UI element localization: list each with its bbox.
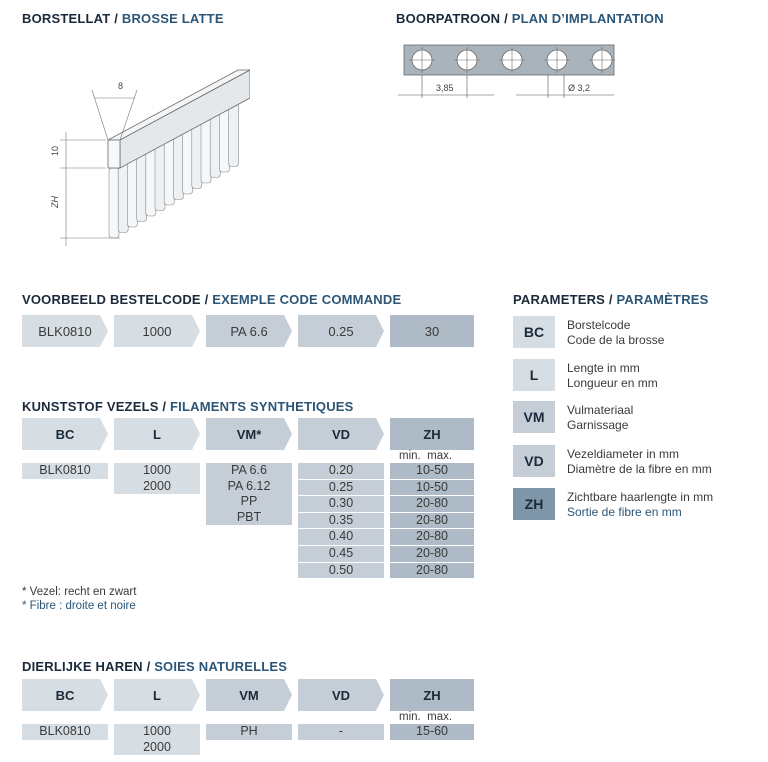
synthetic-minmax: min. max. [399, 450, 453, 462]
natural-header-cell [390, 679, 474, 711]
parameter-nl: Borstelcode [567, 318, 631, 332]
example-cell-label: 1000 [142, 323, 172, 339]
example-cell [390, 315, 474, 347]
synthetic-header-cell-label: VM* [236, 426, 262, 442]
bristle [229, 103, 239, 167]
brush-dim-width: 8 [118, 81, 124, 91]
example-title-sep: / [204, 292, 209, 307]
bristle [127, 158, 137, 227]
parameters-title-nl: PARAMETERS [513, 292, 606, 307]
synthetic-header-cell-label: ZH [423, 426, 441, 442]
synthetic-zh-value: 10-50 [390, 463, 474, 480]
parameter-fr: Longueur en mm [567, 375, 658, 390]
natural-vd-value: - [338, 724, 344, 738]
synthetic-title-sep: / [162, 399, 167, 414]
example-title [22, 292, 401, 307]
drill-title-nl: BOORPATROON [396, 11, 501, 26]
parameter-fr: Code de la brosse [567, 332, 665, 347]
natural-l-value: 1000 [143, 724, 171, 738]
drill-drawing [396, 40, 626, 104]
example-cell-label: PA 6.6 [230, 323, 268, 339]
natural-minmax: min. max. [399, 711, 453, 723]
synthetic-vd-column [298, 463, 384, 578]
synthetic-vd-value: 0.40 [298, 529, 384, 546]
parameters-title-sep: / [608, 292, 613, 307]
example-cell [22, 315, 108, 347]
parameter-description-bc [567, 318, 664, 347]
example-title-fr: EXEMPLE CODE COMMANDE [212, 292, 402, 307]
natural-vd-column [298, 724, 384, 740]
brush-dim-zh: ZH [50, 196, 60, 208]
synthetic-zh-value: 20-80 [390, 529, 474, 546]
parameter-description-vm [567, 403, 633, 432]
synthetic-header-cell-label: BC [55, 426, 75, 442]
natural-header-cell-label: VD [331, 687, 351, 703]
natural-title-nl: DIERLIJKE HAREN [22, 659, 143, 674]
bristle [118, 163, 128, 233]
natural-vm-value: PH [240, 724, 258, 738]
bristle [210, 113, 220, 178]
synthetic-header-cell [390, 418, 474, 450]
synthetic-bc-value: BLK0810 [39, 463, 91, 477]
drill-title-sep: / [504, 11, 508, 26]
natural-header-cell [298, 679, 384, 711]
synthetic-vm-value: PA 6.12 [227, 478, 271, 493]
parameter-code-l: L [513, 359, 555, 391]
parameter-nl: Zichtbare haarlengte in mm [567, 490, 714, 504]
synthetic-vm-column [206, 463, 292, 525]
parameter-fr: Sortie de fibre en mm [567, 504, 682, 519]
synthetic-zh-column [390, 463, 474, 578]
note-nl: * Vezel: recht en zwart [22, 586, 137, 598]
parameter-code-vd: VD [513, 445, 555, 477]
synthetic-header-cell [298, 418, 384, 450]
drill-title [396, 11, 664, 26]
bristle [155, 143, 165, 211]
synthetic-zh-value: 20-80 [416, 562, 448, 577]
parameter-fr: Garnissage [567, 417, 629, 432]
example-cell-label: 30 [424, 323, 440, 339]
synthetic-header-cell-label: L [153, 426, 161, 442]
synthetic-vm-value: PP [240, 494, 258, 509]
bristle [164, 138, 174, 205]
synthetic-zh-value: 20-80 [390, 496, 474, 513]
synthetic-title-nl: KUNSTSTOF VEZELS [22, 399, 159, 414]
synthetic-header-cell-label: VD [331, 426, 351, 442]
synthetic-l-value: 2000 [143, 478, 171, 493]
synthetic-header-cell [206, 418, 292, 450]
parameter-description-l [567, 361, 658, 390]
synthetic-header-cell [22, 418, 108, 450]
parameter-nl: Vezeldiameter in mm [567, 447, 680, 461]
parameter-description-vd [567, 447, 712, 476]
parameters-title-fr: PARAMÈTRES [616, 292, 709, 307]
natural-l-value: 2000 [143, 739, 171, 754]
example-cell [114, 315, 200, 347]
parameter-code-vm: VM [513, 401, 555, 433]
synthetic-vd-value: 0.35 [298, 513, 384, 530]
natural-header-cell [206, 679, 292, 711]
synthetic-vd-value: 0.25 [298, 480, 384, 497]
synthetic-vd-value: 0.30 [298, 496, 384, 513]
brush-title-sep: / [114, 11, 119, 26]
natural-l-column [114, 724, 200, 755]
bristle [219, 108, 229, 172]
natural-header-cell-label: L [153, 687, 161, 703]
example-cell [206, 315, 292, 347]
parameters-title [513, 292, 709, 307]
parameter-nl: Lengte in mm [567, 361, 640, 375]
parameter-description-zh [567, 490, 713, 519]
synthetic-header-cell [114, 418, 200, 450]
synthetic-vm-value: PA 6.6 [231, 463, 267, 477]
natural-header-cell [22, 679, 108, 711]
synthetic-vd-value: 0.45 [298, 546, 384, 563]
natural-bc-value: BLK0810 [39, 724, 91, 738]
example-cell-label: 0.25 [328, 323, 354, 339]
natural-title-fr: SOIES NATURELLES [154, 659, 288, 674]
bristle [146, 148, 156, 216]
bristle [183, 128, 193, 194]
example-cell-label: BLK0810 [38, 323, 92, 339]
natural-header-cell [114, 679, 200, 711]
synthetic-vd-value: 0.50 [328, 562, 354, 577]
bristle [137, 153, 147, 222]
brush-title-fr: BROSSE LATTE [121, 11, 224, 26]
brush-title [22, 11, 224, 26]
natural-header-cell-label: ZH [423, 687, 441, 703]
parameter-fr: Diamètre de la fibre en mm [567, 461, 712, 476]
parameter-nl: Vulmateriaal [567, 403, 634, 417]
drill-title-fr: PLAN D’IMPLANTATION [511, 11, 664, 26]
drill-dim-pitch: 3,85 [436, 83, 454, 93]
natural-zh-column [390, 724, 474, 740]
synthetic-bc-column [22, 463, 108, 479]
synthetic-zh-value: 20-80 [390, 546, 474, 563]
bristle [192, 123, 202, 189]
synthetic-title [22, 399, 354, 414]
synthetic-l-value: 1000 [143, 463, 171, 477]
synthetic-zh-value: 20-80 [390, 513, 474, 530]
parameter-code-zh: ZH [513, 488, 555, 520]
synthetic-vm-value: PBT [236, 509, 262, 524]
brush-title-nl: BORSTELLAT [22, 11, 111, 26]
brush-bar-front [108, 140, 120, 168]
natural-title-sep: / [146, 659, 151, 674]
brush-dim-height: 10 [50, 145, 60, 156]
brush-drawing [40, 60, 250, 250]
synthetic-l-column [114, 463, 200, 494]
example-cell [298, 315, 384, 347]
bristle [173, 133, 183, 200]
natural-vm-column [206, 724, 292, 740]
example-title-nl: VOORBEELD BESTELCODE [22, 292, 201, 307]
synthetic-note [22, 585, 136, 613]
parameter-code-bc: BC [513, 316, 555, 348]
bristle [201, 118, 211, 183]
natural-header-cell-label: BC [55, 687, 75, 703]
note-fr: * Fibre : droite et noire [22, 600, 136, 612]
synthetic-zh-value: 10-50 [390, 480, 474, 497]
natural-bc-column [22, 724, 108, 740]
natural-title [22, 659, 287, 674]
drill-dim-diameter: Ø 3,2 [568, 83, 591, 93]
natural-header-cell-label: VM [239, 687, 259, 703]
synthetic-title-fr: FILAMENTS SYNTHETIQUES [170, 399, 354, 414]
bristle [109, 168, 119, 238]
synthetic-vd-value: 0.20 [298, 463, 384, 480]
natural-zh-value: 15-60 [416, 724, 448, 738]
